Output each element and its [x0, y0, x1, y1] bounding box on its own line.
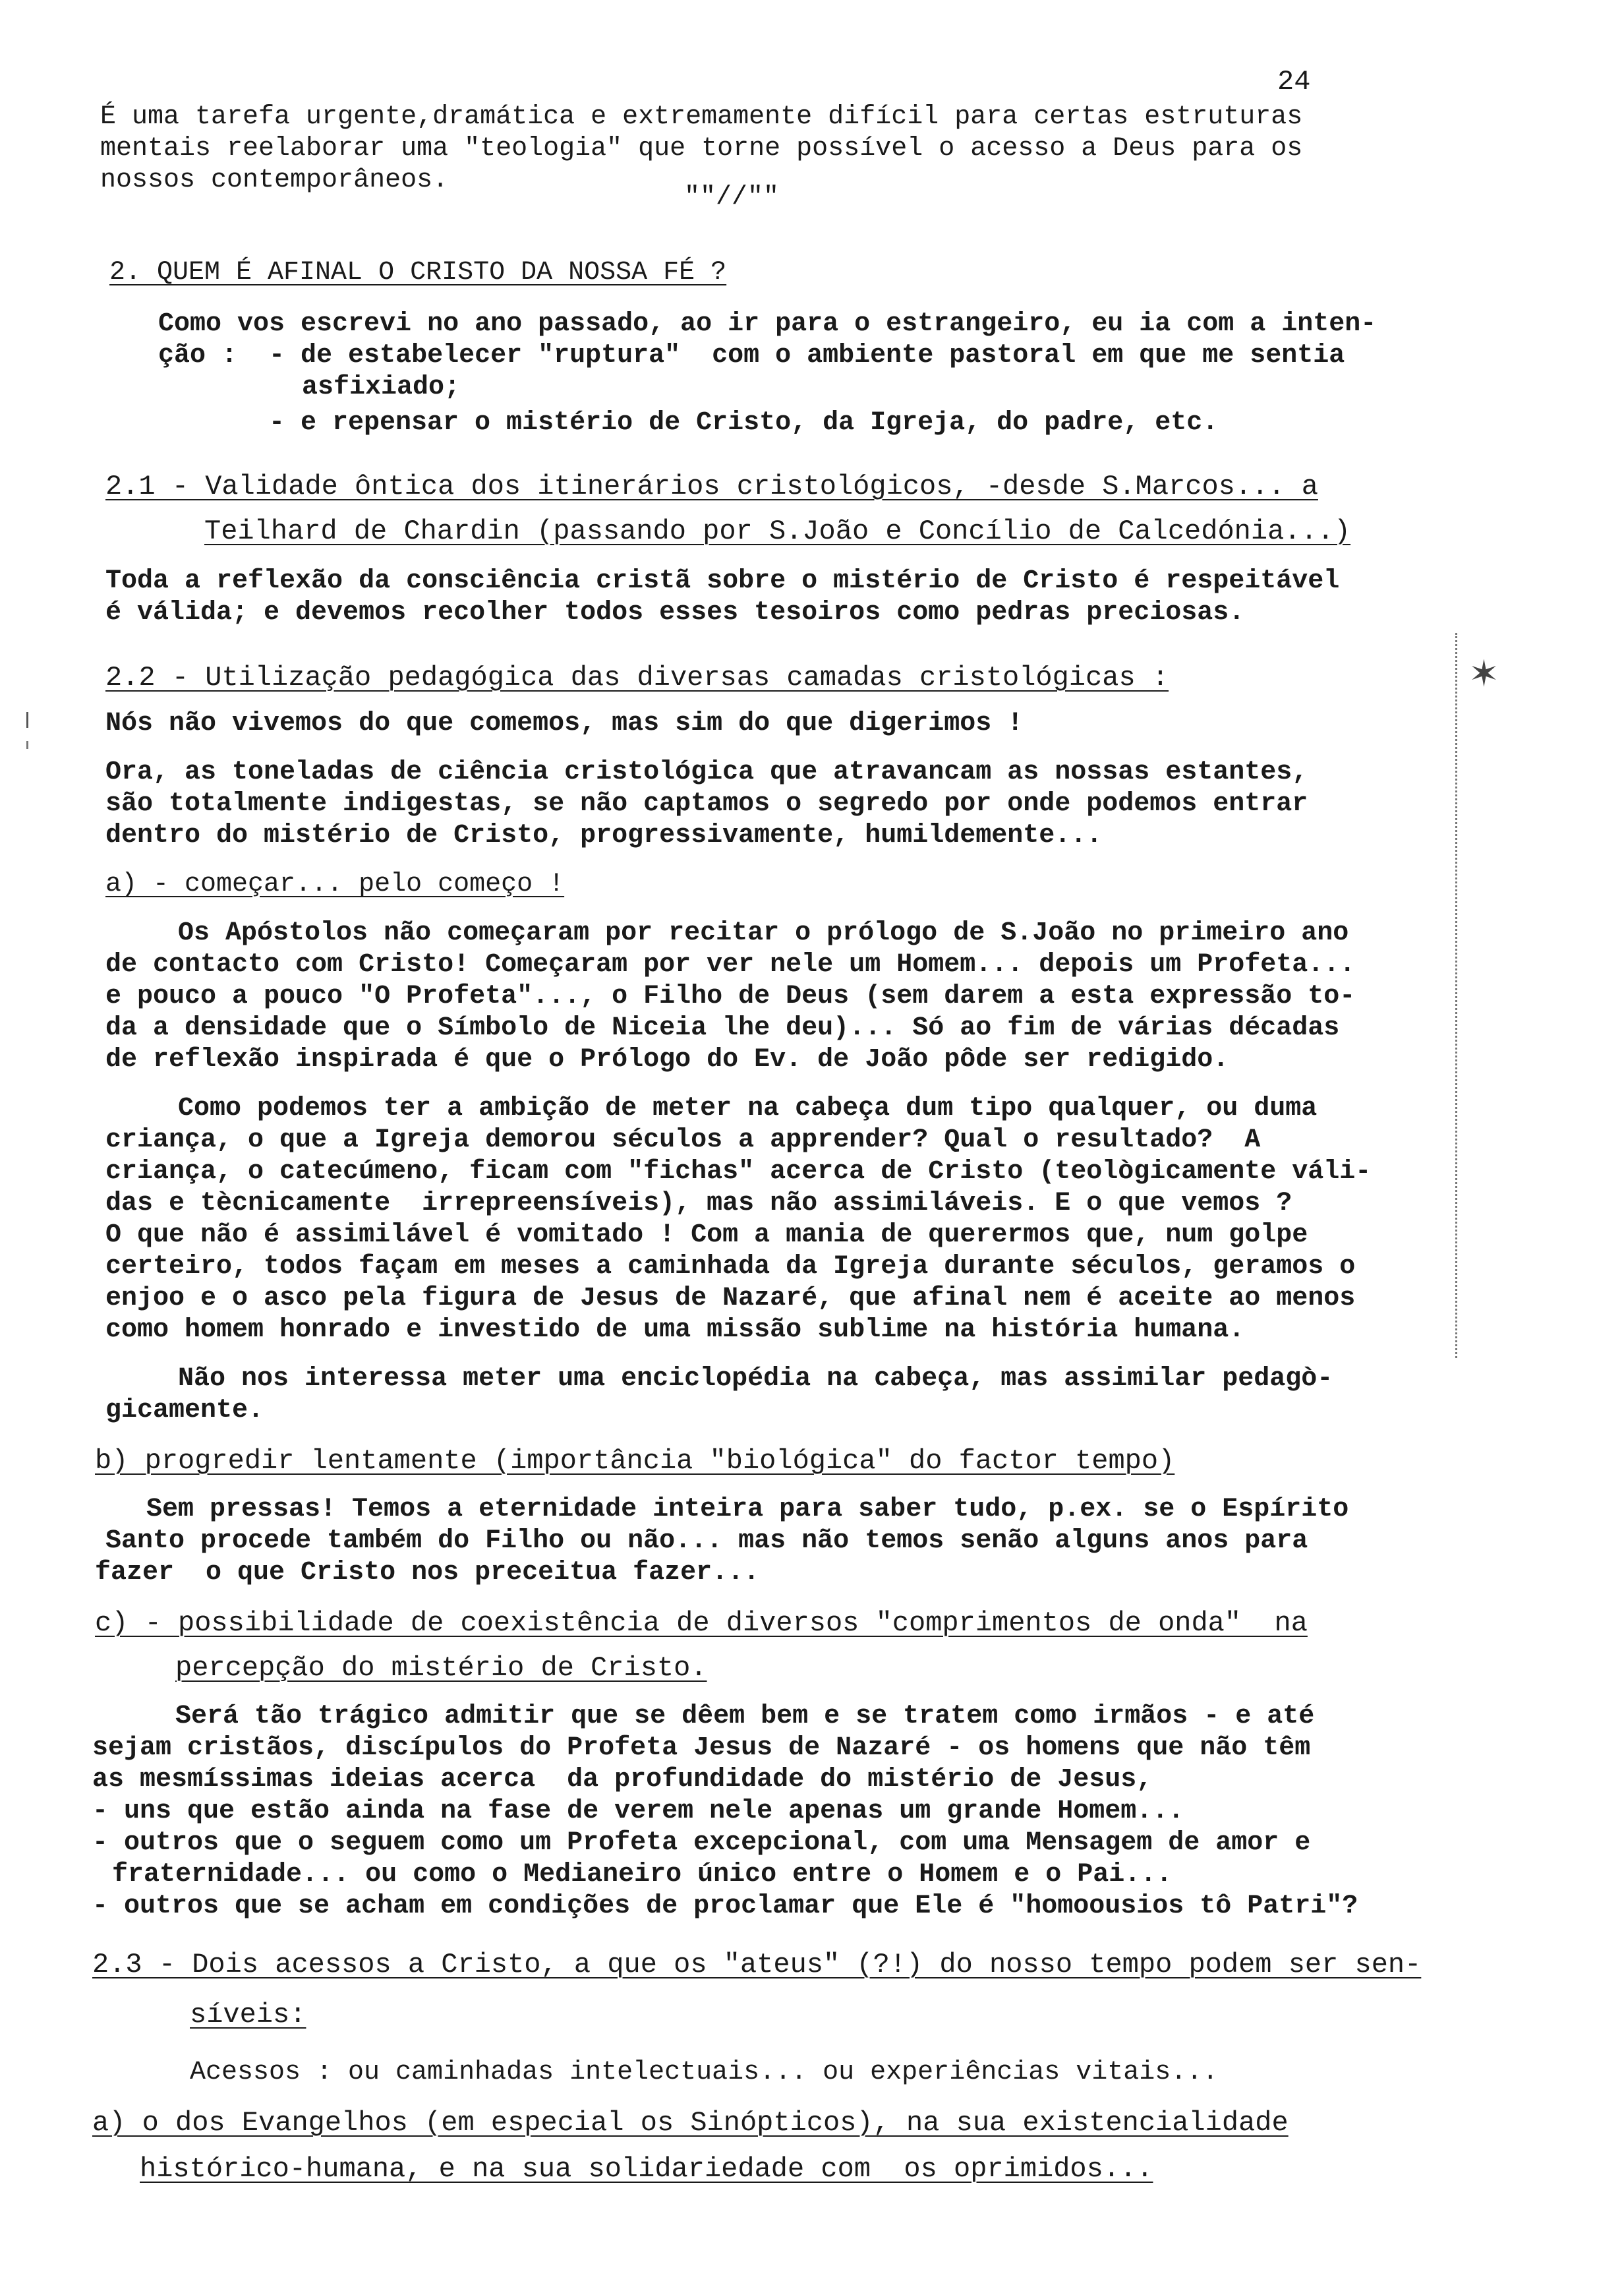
left-margin-tick: [26, 712, 28, 728]
section-2-1-line: é válida; e devemos recolher todos esses tesoiros como pedras preciosas.: [105, 598, 1245, 628]
section-2-1-line: Toda a reflexão da consciência cristã sobre o mistério de Cristo é respeitável: [105, 566, 1340, 596]
page-number: 24: [1277, 66, 1311, 98]
paragraph-line: gicamente.: [105, 1396, 264, 1425]
paragraph-line: Como podemos ter a ambição de meter na cabeça dum tipo qualquer, ou duma: [178, 1094, 1318, 1123]
margin-asterisk-icon: ✶: [1468, 653, 1499, 696]
paragraph-line: Os Apóstolos não começaram por recitar o prólogo de S.João no primeiro ano: [178, 918, 1349, 948]
section-2-3-heading: 2.3 - Dois acessos a Cristo, a que os "ateus" (?!) do nosso tempo podem ser sen-: [92, 1949, 1422, 1980]
paragraph-line: fazer o que Cristo nos preceitua fazer...: [95, 1558, 760, 1588]
paragraph-line: Não nos interessa meter uma enciclopédia na cabeça, mas assimilar pedagò-: [178, 1364, 1333, 1394]
paragraph-line: e pouco a pouco "O Profeta"..., o Filho de Deus (sem darem a esta expressão to-: [105, 982, 1356, 1011]
section-2-1-heading-cont: Teilhard de Chardin (passando por S.João e Concílio de Calcedónia...): [204, 516, 1351, 547]
subsection-a-heading: a) - começar... pelo começo !: [105, 870, 565, 899]
left-margin-tick: [26, 741, 28, 749]
subsection-c-heading-cont: percepção do mistério de Cristo.: [175, 1652, 707, 1684]
section-2-line: asfixiado;: [302, 372, 461, 402]
paragraph-line: criança, o que a Igreja demorou séculos a apprender? Qual o resultado? A: [105, 1125, 1261, 1155]
list-item: - uns que estão ainda na fase de verem nele apenas um grande Homem...: [92, 1797, 1184, 1826]
section-2-1-heading: 2.1 - Validade ôntica dos itinerários cristológicos, -desde S.Marcos... a: [105, 471, 1318, 502]
paragraph-line: de reflexão inspirada é que o Prólogo do Ev. de João pôde ser redigido.: [105, 1045, 1229, 1075]
paragraph: Nós não vivemos do que comemos, mas sim do que digerimos !: [105, 709, 1024, 738]
intro-line: É uma tarefa urgente,dramática e extremamente difícil para certas estruturas: [100, 102, 1303, 132]
subsection-a-heading-cont: histórico-humana, e na sua solidariedade com os oprimidos...: [140, 2153, 1153, 2185]
section-2-2-heading: 2.2 - Utilização pedagógica das diversas camadas cristológicas :: [105, 662, 1169, 694]
paragraph-line: como homem honrado e investido de uma missão sublime na história humana.: [105, 1315, 1245, 1345]
paragraph-line: Sem pressas! Temos a eternidade inteira para saber tudo, p.ex. se o Espírito: [146, 1495, 1349, 1524]
paragraph-line: de contacto com Cristo! Começaram por ver nele um Homem... depois um Profeta...: [105, 950, 1356, 980]
section-2-line: ção : - de estabelecer "ruptura" com o ambiente pastoral em que me sentia: [158, 341, 1345, 371]
list-item: - outros que se acham em condições de proclamar que Ele é "homoousios tô Patri"?: [92, 1891, 1358, 1921]
intro-separator: ""//"": [684, 183, 780, 212]
section-2-line: - e repensar o mistério de Cristo, da Igreja, do padre, etc.: [269, 408, 1219, 438]
paragraph: Acessos : ou caminhadas intelectuais... ou experiências vitais...: [190, 2058, 1219, 2087]
paragraph-line: dentro do mistério de Cristo, progressivamente, humildemente...: [105, 821, 1103, 850]
subsection-b-heading: b) progredir lentamente (importância "biológica" do factor tempo): [95, 1445, 1175, 1477]
margin-dotted-line: [1455, 633, 1457, 1358]
paragraph-line: Santo procede também do Filho ou não... mas não temos senão alguns anos para: [105, 1526, 1308, 1556]
paragraph-line: O que não é assimilável é vomitado ! Com a mania de querermos que, num golpe: [105, 1220, 1308, 1250]
intro-line: mentais reelaborar uma "teologia" que torne possível o acesso a Deus para os: [100, 134, 1303, 164]
section-2-heading: 2. QUEM É AFINAL O CRISTO DA NOSSA FÉ ?: [109, 258, 727, 287]
subsection-c-heading: c) - possibilidade de coexistência de diversos "comprimentos de onda" na: [95, 1607, 1308, 1639]
section-2-line: Como vos escrevi no ano passado, ao ir para o estrangeiro, eu ia com a inten-: [158, 309, 1377, 339]
paragraph-line: da a densidade que o Símbolo de Niceia lhe deu)... Só ao fim de várias décadas: [105, 1013, 1340, 1043]
paragraph-line: Será tão trágico admitir que se dêem bem e se tratem como irmãos - e até: [175, 1702, 1315, 1731]
list-item: - outros que o seguem como um Profeta excepcional, com uma Mensagem de amor e: [92, 1828, 1311, 1858]
paragraph-line: enjoo e o asco pela figura de Jesus de Nazaré, que afinal nem é aceite ao menos: [105, 1284, 1356, 1313]
paragraph-line: das e tècnicamente irrepreensíveis), mas não assimiláveis. E o que vemos ?: [105, 1189, 1292, 1218]
list-item-cont: fraternidade... ou como o Medianeiro único entre o Homem e o Pai...: [112, 1860, 1173, 1889]
subsection-a-heading: a) o dos Evangelhos (em especial os Sinópticos), na sua existencialidade: [92, 2107, 1289, 2139]
paragraph-line: Ora, as toneladas de ciência cristológica que atravancam as nossas estantes,: [105, 758, 1308, 787]
intro-line: nossos contemporâneos.: [100, 165, 449, 195]
paragraph-line: sejam cristãos, discípulos do Profeta Jesus de Nazaré - os homens que não têm: [92, 1733, 1311, 1763]
paragraph-line: são totalmente indigestas, se não captamos o segredo por onde podemos entrar: [105, 789, 1308, 819]
section-2-3-heading-cont: síveis:: [190, 1999, 306, 2031]
paragraph-line: certeiro, todos façam em meses a caminhada da Igreja durante séculos, geramos o: [105, 1252, 1356, 1282]
paragraph-line: criança, o catecúmeno, ficam com "fichas" acerca de Cristo (teològicamente váli-: [105, 1157, 1372, 1187]
paragraph-line: as mesmíssimas ideias acerca da profundidade do mistério de Jesus,: [92, 1765, 1153, 1795]
